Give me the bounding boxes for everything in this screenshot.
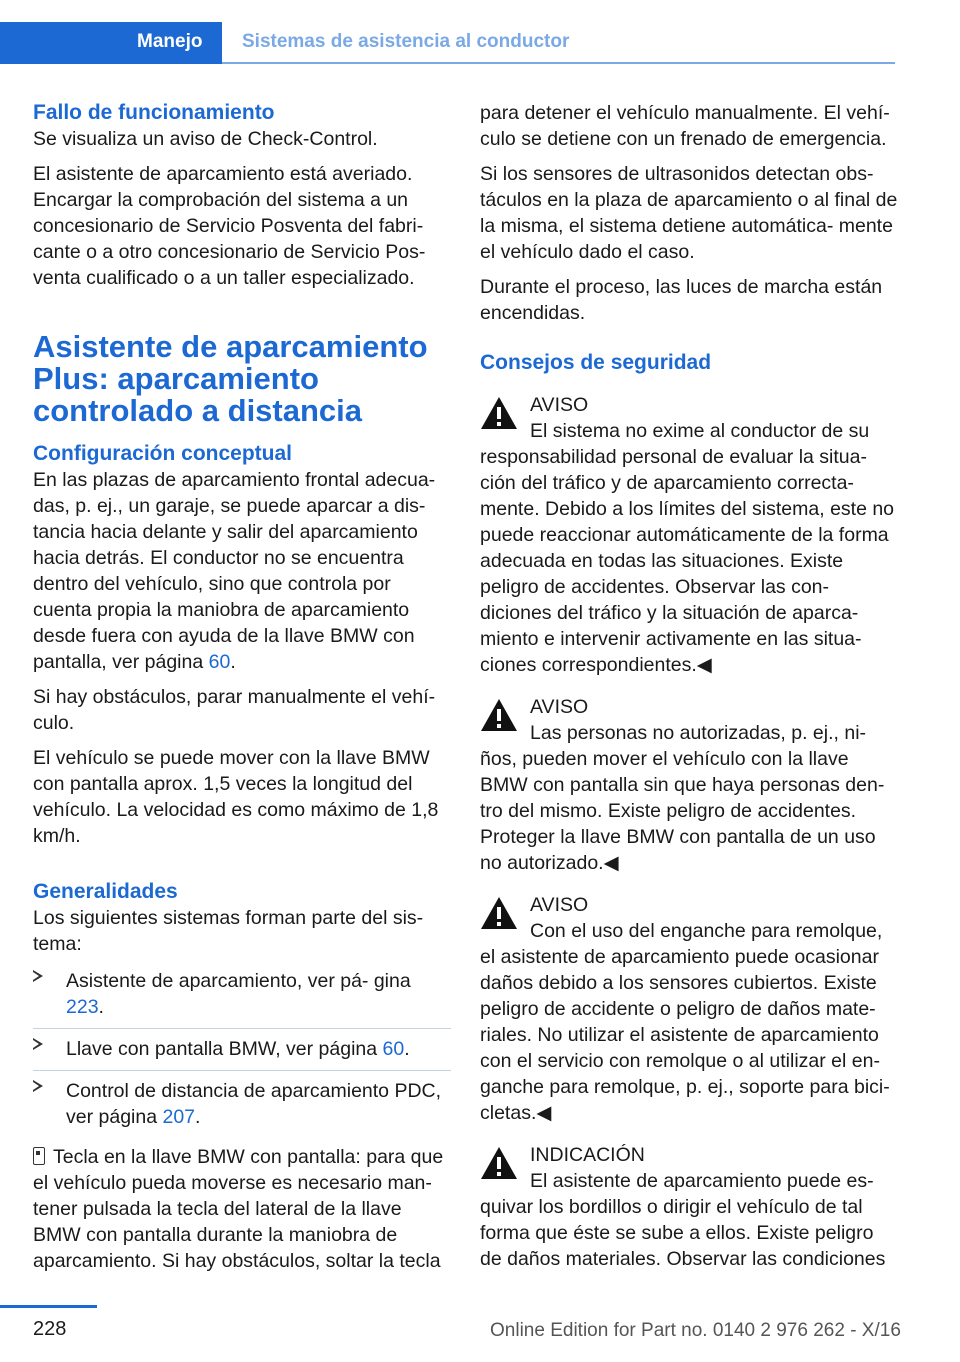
paragraph: Los siguientes sistemas forman parte del sis- tema: bbox=[33, 907, 424, 955]
page-link[interactable]: 60 bbox=[208, 651, 231, 673]
systems-list bbox=[33, 966, 451, 1138]
warning-block bbox=[480, 694, 898, 876]
paragraph: para detener el vehículo manualmente. El vehí- culo se detiene con un frenado de emergencia. bbox=[480, 102, 890, 150]
page-header bbox=[0, 0, 960, 64]
right-column bbox=[480, 100, 898, 1276]
heading-fallo: Fallo de funcionamiento bbox=[33, 101, 275, 124]
notice-first-line: El asistente de aparcamiento puede es- bbox=[530, 1170, 874, 1192]
warning-block bbox=[480, 892, 898, 1126]
page-link[interactable]: 223 bbox=[66, 996, 99, 1018]
paragraph: Tecla en la llave BMW con pantalla: para que el vehículo pueda moverse es necesario man- tener pulsada la tecla del lateral de la llave BMW con pantalla durante la maniobra de aparcamiento. Si hay obstáculos, soltar la tecla bbox=[33, 1146, 444, 1272]
warning-title: AVISO bbox=[530, 696, 589, 718]
warning-triangle-icon bbox=[480, 1146, 518, 1180]
header-rule bbox=[222, 62, 895, 64]
main-heading: Asistente de aparcamiento Plus: aparcamiento controlado a distancia bbox=[33, 329, 428, 428]
key-button-icon bbox=[33, 1147, 45, 1165]
warning-text: el asistente de aparcamiento puede ocasionar daños debido a los sensores cubiertos. Existe peligro de accidente o peligro de daños mate- riales. No utilizar el asistente de aparcamiento con el servicio con remolque o al utilizar el en- ganche para remolque, p. ej., soporte para bici- cletas.◀ bbox=[480, 946, 890, 1124]
warning-triangle-icon bbox=[480, 896, 518, 930]
warning-first-line: Las personas no autorizadas, p. ej., ni- bbox=[530, 722, 867, 744]
section-title: Sistemas de asistencia al conductor bbox=[242, 31, 570, 52]
edition-text: Online Edition for Part no. 0140 2 976 262 - X/16 bbox=[490, 1320, 901, 1341]
left-column bbox=[33, 100, 451, 1283]
warning-title: AVISO bbox=[530, 394, 589, 416]
paragraph: Si los sensores de ultrasonidos detectan obs- táculos en la plaza de aparcamiento o al final de la misma, el sistema detiene automática- mente el vehículo dado el caso. bbox=[480, 163, 898, 263]
chapter-label: Manejo bbox=[137, 31, 203, 52]
warning-first-line: El sistema no exime al conductor de su bbox=[530, 420, 870, 442]
notice-text: quivar los bordillos o dirigir el vehículo de tal forma que éste se sube a ellos. Existe peligro de daños materiales. Observar las condiciones bbox=[480, 1196, 886, 1270]
warning-block bbox=[480, 392, 898, 678]
arrow-bullet-icon bbox=[33, 970, 43, 982]
notice-title: INDICACIÓN bbox=[530, 1144, 645, 1166]
notice-block bbox=[480, 1142, 898, 1272]
paragraph: Se visualiza un aviso de Check-Control. bbox=[33, 128, 378, 150]
page-number: 228 bbox=[33, 1318, 67, 1340]
page-link[interactable]: 60 bbox=[382, 1038, 405, 1060]
warning-text: responsabilidad personal de evaluar la situa- ción del tráfico y de aparcamiento correcta- mente. Debido a los límites del sistema, este no puede reaccionar automáticamente de la forma adecuada en todas las situaciones. Existe peligro de accidentes. Observar las con- diciones del tráfico y la situación de aparca- miento e intervenir activamente en las situa- ciones correspondientes.◀ bbox=[480, 446, 895, 676]
footer-rule bbox=[0, 1305, 97, 1308]
list-item: Control de distancia de aparcamiento PDC, ver página 207. bbox=[33, 1071, 451, 1138]
paragraph: El vehículo se puede mover con la llave BMW con pantalla aprox. 1,5 veces la longitud del vehículo. La velocidad es como máximo de 1,8 km/h. bbox=[33, 747, 439, 847]
list-item: Asistente de aparcamiento, ver pá- gina 223. bbox=[33, 966, 451, 1029]
page-link[interactable]: 207 bbox=[162, 1106, 196, 1128]
paragraph: En las plazas de aparcamiento frontal adecua- das, p. ej., un garaje, se puede aparcar a dis- tancia hacia delante y salir del aparcamiento hacia detrás. El conductor no se encuentra dentro del vehículo, sino que controla por cuenta propia la maniobra de aparcamiento desde fuera con ayuda de la llave BMW con pantalla, ver página 60. bbox=[33, 469, 436, 673]
warning-first-line: Con el uso del enganche para remolque, bbox=[530, 920, 883, 942]
warning-text: ños, pueden mover el vehículo con la llave BMW con pantalla sin que haya personas den- tro del mismo. Existe peligro de accidentes. Proteger la llave BMW con pantalla de un uso no autorizado.◀ bbox=[480, 748, 885, 874]
paragraph: El asistente de aparcamiento está averiado. Encargar la comprobación del sistema a un concesionario de Servicio Posventa del fabri- cante o a otro concesionario de Servicio Pos- venta cualificado o a un taller especializado. bbox=[33, 163, 426, 289]
heading-config: Configuración conceptual bbox=[33, 442, 293, 465]
arrow-bullet-icon bbox=[33, 1038, 43, 1050]
paragraph: Si hay obstáculos, parar manualmente el vehí- culo. bbox=[33, 686, 436, 734]
arrow-bullet-icon bbox=[33, 1080, 43, 1092]
warning-triangle-icon bbox=[480, 396, 518, 430]
heading-safety: Consejos de seguridad bbox=[480, 351, 712, 374]
paragraph: Durante el proceso, las luces de marcha están encendidas. bbox=[480, 276, 883, 324]
heading-general: Generalidades bbox=[33, 880, 178, 903]
warning-triangle-icon bbox=[480, 698, 518, 732]
list-item: Llave con pantalla BMW, ver página 60. bbox=[33, 1029, 451, 1071]
warning-title: AVISO bbox=[530, 894, 589, 916]
